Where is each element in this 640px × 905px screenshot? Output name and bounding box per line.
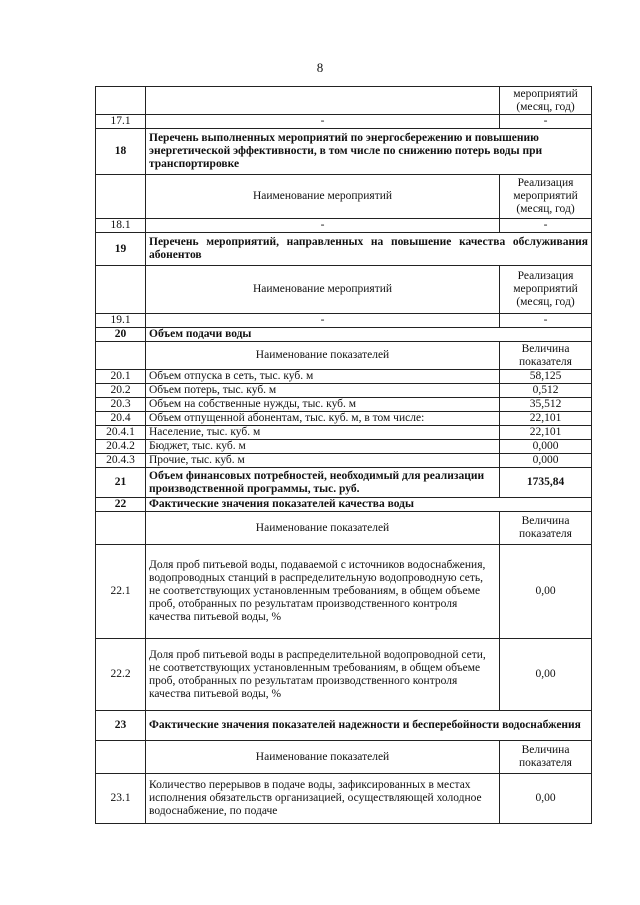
page-number: 8 xyxy=(316,60,324,75)
row-number: 20.4.1 xyxy=(96,426,146,440)
indicators-table xyxy=(95,86,592,824)
column-header-value: Величина показателя xyxy=(500,342,592,370)
row-name: Объем потерь, тыс. куб. м xyxy=(146,384,500,398)
value-cell: 0,00 xyxy=(500,545,592,639)
header-row xyxy=(96,512,592,545)
value-cell: 0,512 xyxy=(500,384,592,398)
value-cell: - xyxy=(500,314,592,328)
table-row xyxy=(96,545,592,639)
section-number: 22 xyxy=(96,498,146,512)
value-cell: 0,000 xyxy=(500,454,592,468)
value-cell: - xyxy=(500,115,592,129)
table-row xyxy=(96,384,592,398)
value-cell: мероприятий (месяц, год) xyxy=(500,87,592,115)
value-cell: 0,00 xyxy=(500,639,592,711)
row-name: Объем отпуска в сеть, тыс. куб. м xyxy=(146,370,500,384)
row-number: 22.1 xyxy=(96,545,146,639)
row-name: Количество перерывов в подаче воды, зафиксированных в местах исполнения обязательств организацией, осуществляющей холодное водоснабжение, по подаче xyxy=(146,774,500,824)
header-row xyxy=(96,342,592,370)
row-name: Бюджет, тыс. куб. м xyxy=(146,440,500,454)
row-name: Доля проб питьевой воды, подаваемой с источников водоснабжения, водопроводных станций в распределительную водопроводную сеть, не соответствующих установленным требованиям, в общем объеме проб, отобранных по результатам производственного контроля качества питьевой воды, % xyxy=(146,545,500,639)
section-title: Фактические значения показателей надежности и бесперебойности водоснабжения xyxy=(146,711,592,741)
row-number: 20.4.2 xyxy=(96,440,146,454)
row-number: 20.4 xyxy=(96,412,146,426)
table-row xyxy=(96,87,592,115)
row-name: - xyxy=(146,314,500,328)
row-name: Доля проб питьевой воды в распределительной водопроводной сети, не соответствующих установленным требованиям, в общем объеме проб, отобранных по результатам производственного контроля качества питьевой воды, % xyxy=(146,639,500,711)
section-title: Перечень мероприятий, направленных на повышение качества обслуживания абонентов xyxy=(146,233,592,266)
section-row xyxy=(96,498,592,512)
row-name: - xyxy=(146,115,500,129)
value-cell: 0,000 xyxy=(500,440,592,454)
header-row xyxy=(96,266,592,314)
section-row xyxy=(96,711,592,741)
section-number: 20 xyxy=(96,328,146,342)
table-row xyxy=(96,370,592,384)
row-number: 19.1 xyxy=(96,314,146,328)
header-row xyxy=(96,741,592,774)
table-row xyxy=(96,440,592,454)
column-header-name: Наименование мероприятий xyxy=(146,266,500,314)
section-title: Фактические значения показателей качества воды xyxy=(146,498,592,512)
section-row xyxy=(96,233,592,266)
table-row xyxy=(96,412,592,426)
section-title: Перечень выполненных мероприятий по энергосбережению и повышению энергетической эффективности, в том числе по снижению потерь воды при транспортировке xyxy=(146,129,592,175)
column-header-value: Величина показателя xyxy=(500,512,592,545)
column-header-value: Величина показателя xyxy=(500,741,592,774)
row-number: 20.2 xyxy=(96,384,146,398)
section-row xyxy=(96,328,592,342)
row-number: 17.1 xyxy=(96,115,146,129)
row-name: Население, тыс. куб. м xyxy=(146,426,500,440)
section-title: Объем подачи воды xyxy=(146,328,592,342)
table-row xyxy=(96,314,592,328)
value-cell: 22,101 xyxy=(500,412,592,426)
value-cell: 35,512 xyxy=(500,398,592,412)
value-cell: 58,125 xyxy=(500,370,592,384)
row-number: 23.1 xyxy=(96,774,146,824)
column-header-name: Наименование показателей xyxy=(146,342,500,370)
column-header-name: Наименование мероприятий xyxy=(146,175,500,219)
row-name: Прочие, тыс. куб. м xyxy=(146,454,500,468)
section-number: 18 xyxy=(96,129,146,175)
header-row xyxy=(96,175,592,219)
table-row xyxy=(96,454,592,468)
row-name: Объем отпущенной абонентам, тыс. куб. м, в том числе: xyxy=(146,412,500,426)
table-row xyxy=(96,639,592,711)
table-row xyxy=(96,219,592,233)
value-cell: 22,101 xyxy=(500,426,592,440)
column-header-name: Наименование показателей xyxy=(146,741,500,774)
section-number: 23 xyxy=(96,711,146,741)
row-name: Объем финансовых потребностей, необходимый для реализации производственной программы, тыс. руб. xyxy=(146,468,500,498)
row-number: 22.2 xyxy=(96,639,146,711)
row-number: 20.1 xyxy=(96,370,146,384)
row-number: 20.3 xyxy=(96,398,146,412)
table-row xyxy=(96,398,592,412)
section-number: 19 xyxy=(96,233,146,266)
table-row xyxy=(96,426,592,440)
value-cell: 1735,84 xyxy=(500,468,592,498)
row-number: 18.1 xyxy=(96,219,146,233)
column-header-name: Наименование показателей xyxy=(146,512,500,545)
section-row xyxy=(96,129,592,175)
table-row xyxy=(96,774,592,824)
column-header-value: Реализация мероприятий (месяц, год) xyxy=(500,175,592,219)
section-number: 21 xyxy=(96,468,146,498)
column-header-value: Реализация мероприятий (месяц, год) xyxy=(500,266,592,314)
row-name: Объем на собственные нужды, тыс. куб. м xyxy=(146,398,500,412)
row-name: - xyxy=(146,219,500,233)
value-cell: - xyxy=(500,219,592,233)
value-cell: 0,00 xyxy=(500,774,592,824)
section-row xyxy=(96,468,592,498)
row-number: 20.4.3 xyxy=(96,454,146,468)
table-row xyxy=(96,115,592,129)
